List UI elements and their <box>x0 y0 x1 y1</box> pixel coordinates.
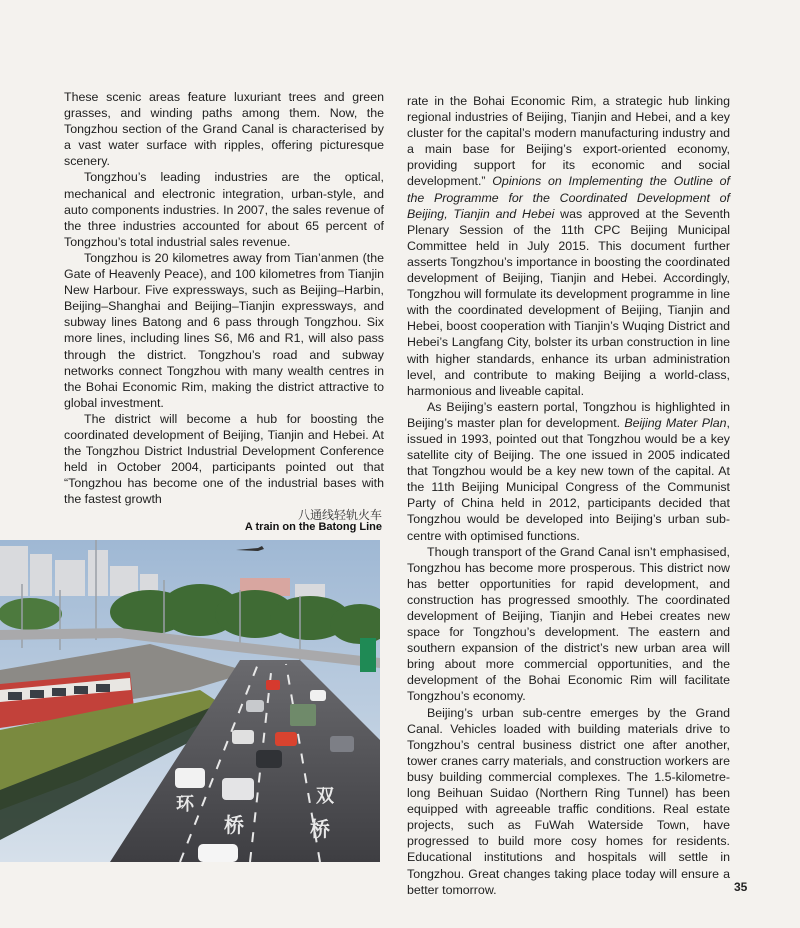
paragraph: Tongzhou’s leading industries are the optical, mechanical and electronic integration, urban-style, and auto components industries. In 2007, the sales revenue of the three industries accounted for about 65 percent of Tongzhou’s total industrial sales revenue. <box>64 170 384 249</box>
batong-line-photo <box>0 540 380 862</box>
photo-caption-chinese: 八通线轻轨火车 <box>297 508 382 522</box>
paragraph: As Beijing’s eastern portal, Tongzhou is highlighted in Beijing’s master plan for development. Beijing Mater Plan, issued in 1993, pointed out that Tongzhou would be a key satellite city of Beijing. The one issued in 2005 indicated that Tongzhou would be a key new town of the capital. At the 11th Beijing Municipal Congress of the Communist Party of China held in 2012, participants decided that Tongzhou would be developed into Beijing’s urban sub-centre with optimised functions. <box>407 399 730 543</box>
svg-text:环: 环 <box>176 794 194 815</box>
road-sign <box>360 638 376 672</box>
paragraph: Beijing’s urban sub-centre emerges by the Grand Canal. Vehicles loaded with building materials drive to Tongzhou’s central business district one after another, tower cranes carry materials, and construction workers are busy building commercial complexes. The 1.5-kilometre-long Beihuan Suidao (Northern Ring Tunnel) has been equipped with agreeable traffic conditions. Real estate projects, such as FuWah Waterside Town, have progressed to build more cosy homes for residents. Educational institutions and hospitals will settle in Tongzhou. Great changes taking place today will ensure a better tomorrow. <box>407 705 730 897</box>
svg-text:桥: 桥 <box>224 813 244 837</box>
left-text-column <box>64 89 384 507</box>
paragraph: These scenic areas feature luxuriant trees and green grasses, and winding paths among them. Now, the Tongzhou section of the Grand Canal is characterised by a vast water surface with ripples, offering picturesque scenery. <box>64 90 384 169</box>
right-text-column <box>407 93 730 898</box>
paragraph: rate in the Bohai Economic Rim, a strategic hub linking regional industries of Beijing, Tianjin and Hebei, and a key cluster for the capital’s modern manufacturing industry and a main base for Beijing’s export-oriented economy, providing support for its economic and social development.” Opinions on Implementing the Outline of the Programme for the Coordinated Development of Beijing, Tianjin and Hebei was approved at the Seventh Plenary Session of the 11th CPC Beijing Municipal Committee held in July 2015. This document further asserts Tongzhou’s importance in boosting the coordinated development of Beijing, Tianjin and Hebei. Accordingly, Tongzhou will formulate its development programme in line with the coordinated development of Beijing, Tianjin and Hebei, boost cooperation with Tianjin’s Wuqing District and Hebei’s Langfang City, bolster its urban construction in line with higher standards, enhance its urban administration level, and contribute to making Beijing a world-class, harmonious and liveable capital. <box>407 94 730 398</box>
paragraph: The district will become a hub for boosting the coordinated development of Beijing, Tianjin and Hebei. At the Tongzhou District Industrial Development Conference held in October 2004, participants pointed out that “Tongzhou has become one of the industrial bases with the fastest growth <box>64 411 384 507</box>
photo-caption-english: A train on the Batong Line <box>244 521 382 533</box>
paragraph: Though transport of the Grand Canal isn’t emphasised, Tongzhou has become more prosperous. This district now has better opportunities for rapid development, and construction has progressed smoothly. The coordinated development of Beijing, Tianjin and Hebei creates new space for Tongzhou’s development. The eastern and southern expansion of the district’s new urban area will bring about more commercial opportunities, and the development of the Bohai Economic Rim will facilitate Tongzhou’s economy. <box>407 544 730 704</box>
document-title: Opinions on Implementing the Outline of the Programme for the Coordinated Development of Beijing, Tianjin and Hebei <box>407 174 730 221</box>
svg-text:双: 双 <box>316 786 334 807</box>
train-photo-illustration <box>0 540 380 862</box>
page-number: 35 <box>734 880 748 894</box>
plan-title: Beijing Mater Plan <box>624 415 727 430</box>
svg-text:桥: 桥 <box>310 817 330 841</box>
paragraph: Tongzhou is 20 kilometres away from Tian’anmen (the Gate of Heavenly Peace), and 100 kilometres from Tianjin New Harbour. Five expressways, such as Beijing–Harbin, Beijing–Shanghai and Beijing–Tianjin expressways, and subway lines Batong and 6 pass through Tongzhou. Six more lines, including lines S6, M6 and R1, will also pass through the district. Tongzhou’s road and subway networks connect Tongzhou with many wealth centres in the Bohai Economic Rim, making the district attractive to global investment. <box>64 250 384 410</box>
